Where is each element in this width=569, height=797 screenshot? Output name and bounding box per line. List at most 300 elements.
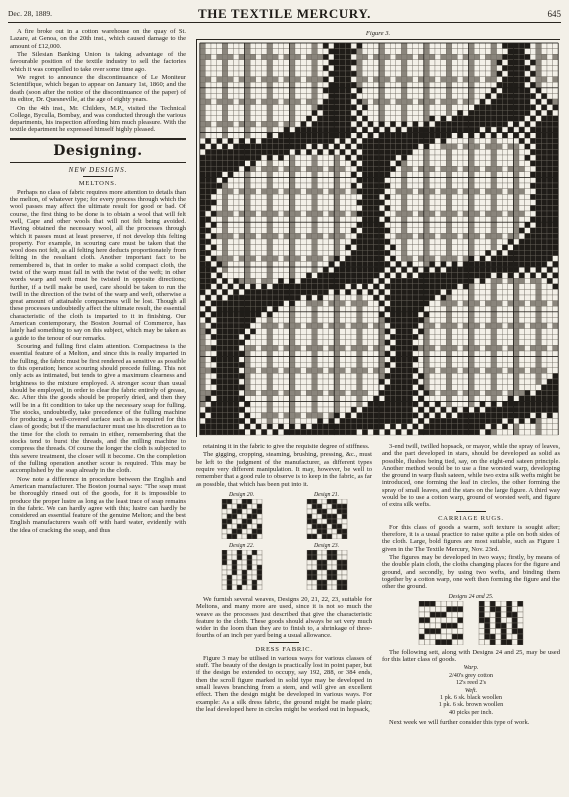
pattern-cell <box>250 93 256 99</box>
weave-cell <box>441 612 447 618</box>
pattern-cell <box>441 362 447 368</box>
pattern-cell <box>239 351 245 357</box>
pattern-cell <box>323 54 329 60</box>
pattern-cell <box>323 379 329 385</box>
pattern-cell <box>463 261 469 267</box>
weave-cell <box>447 639 453 645</box>
pattern-cell <box>200 340 206 346</box>
pattern-cell <box>379 396 385 402</box>
pattern-cell <box>368 401 374 407</box>
pattern-cell <box>222 161 228 167</box>
pattern-cell <box>267 295 273 301</box>
weave-cell <box>332 499 337 504</box>
pattern-cell <box>362 407 368 413</box>
pattern-cell <box>553 155 559 161</box>
pattern-cell <box>508 82 514 88</box>
pattern-cell <box>413 329 419 335</box>
pattern-cell <box>351 110 357 116</box>
pattern-cell <box>491 54 497 60</box>
pattern-cell <box>513 183 519 189</box>
pattern-cell <box>228 239 234 245</box>
pattern-cell <box>295 133 301 139</box>
pattern-cell <box>424 228 430 234</box>
pattern-cell <box>345 312 351 318</box>
pattern-cell <box>553 256 559 262</box>
pattern-cell <box>519 413 525 419</box>
pattern-cell <box>323 245 329 251</box>
pattern-cell <box>295 43 301 49</box>
pattern-cell <box>200 245 206 251</box>
pattern-cell <box>536 357 542 363</box>
pattern-cell <box>340 239 346 245</box>
pattern-cell <box>256 166 262 172</box>
pattern-cell <box>222 228 228 234</box>
pattern-cell <box>301 368 307 374</box>
pattern-cell <box>317 429 323 435</box>
pattern-cell <box>536 312 542 318</box>
pattern-cell <box>541 144 547 150</box>
pattern-cell <box>536 54 542 60</box>
pattern-cell <box>547 217 553 223</box>
pattern-cell <box>301 418 307 424</box>
pattern-cell <box>267 60 273 66</box>
pattern-cell <box>205 317 211 323</box>
pattern-cell <box>351 340 357 346</box>
weave-cell <box>496 639 502 645</box>
pattern-cell <box>536 362 542 368</box>
weave-cell <box>490 634 496 640</box>
pattern-cell <box>351 379 357 385</box>
pattern-cell <box>497 211 503 217</box>
pattern-cell <box>323 424 329 430</box>
pattern-cell <box>301 301 307 307</box>
pattern-cell <box>211 362 217 368</box>
pattern-cell <box>480 368 486 374</box>
pattern-cell <box>217 172 223 178</box>
pattern-cell <box>457 233 463 239</box>
pattern-cell <box>525 261 531 267</box>
pattern-cell <box>390 155 396 161</box>
pattern-cell <box>474 138 480 144</box>
pattern-cell <box>357 71 363 77</box>
pattern-cell <box>525 385 531 391</box>
pattern-cell <box>553 329 559 335</box>
pattern-cell <box>385 424 391 430</box>
pattern-cell <box>317 149 323 155</box>
weave-cell <box>307 534 312 539</box>
pattern-cell <box>508 407 514 413</box>
pattern-cell <box>205 77 211 83</box>
pattern-cell <box>323 155 329 161</box>
pattern-cell <box>329 82 335 88</box>
pattern-cell <box>469 138 475 144</box>
pattern-cell <box>256 317 262 323</box>
pattern-cell <box>463 379 469 385</box>
weave-cell <box>257 524 262 529</box>
pattern-cell <box>205 82 211 88</box>
pattern-cell <box>334 250 340 256</box>
pattern-cell <box>267 261 273 267</box>
pattern-cell <box>441 88 447 94</box>
weave-cell <box>342 575 347 580</box>
pattern-cell <box>334 429 340 435</box>
pattern-cell <box>418 396 424 402</box>
pattern-cell <box>502 121 508 127</box>
pattern-cell <box>250 60 256 66</box>
pattern-cell <box>491 418 497 424</box>
pattern-cell <box>396 278 402 284</box>
pattern-cell <box>256 133 262 139</box>
pattern-cell <box>211 93 217 99</box>
pattern-cell <box>351 177 357 183</box>
pattern-cell <box>205 189 211 195</box>
pattern-cell <box>463 401 469 407</box>
pattern-cell <box>329 65 335 71</box>
pattern-cell <box>519 373 525 379</box>
pattern-cell <box>317 362 323 368</box>
pattern-cell <box>536 116 542 122</box>
pattern-cell <box>441 172 447 178</box>
pattern-cell <box>502 43 508 49</box>
weave-cell <box>337 570 342 575</box>
pattern-cell <box>396 273 402 279</box>
pattern-cell <box>390 172 396 178</box>
pattern-cell <box>446 278 452 284</box>
weave-cell <box>257 534 262 539</box>
pattern-cell <box>267 424 273 430</box>
pattern-cell <box>312 65 318 71</box>
pattern-cell <box>474 245 480 251</box>
pattern-cell <box>541 357 547 363</box>
pattern-cell <box>205 43 211 49</box>
weave-cell <box>242 565 247 570</box>
pattern-cell <box>407 278 413 284</box>
pattern-cell <box>329 166 335 172</box>
pattern-cell <box>485 77 491 83</box>
pattern-cell <box>452 88 458 94</box>
pattern-cell <box>508 345 514 351</box>
pattern-cell <box>525 373 531 379</box>
pattern-cell <box>284 401 290 407</box>
pattern-cell <box>317 407 323 413</box>
pattern-cell <box>301 138 307 144</box>
pattern-cell <box>536 396 542 402</box>
pattern-cell <box>401 166 407 172</box>
pattern-cell <box>491 368 497 374</box>
pattern-cell <box>396 368 402 374</box>
pattern-cell <box>362 256 368 262</box>
issue-date: Dec. 28, 1889. <box>8 9 52 18</box>
pattern-cell <box>256 194 262 200</box>
pattern-cell <box>345 205 351 211</box>
pattern-cell <box>306 217 312 223</box>
weave-cell <box>222 585 227 590</box>
pattern-cell <box>547 138 553 144</box>
pattern-cell <box>323 138 329 144</box>
pattern-cell <box>368 183 374 189</box>
pattern-cell <box>513 379 519 385</box>
pattern-cell <box>289 278 295 284</box>
pattern-cell <box>329 267 335 273</box>
pattern-cell <box>267 256 273 262</box>
pattern-cell <box>329 116 335 122</box>
pattern-cell <box>245 54 251 60</box>
pattern-cell <box>435 127 441 133</box>
pattern-cell <box>329 133 335 139</box>
pattern-cell <box>474 183 480 189</box>
pattern-cell <box>362 351 368 357</box>
pattern-cell <box>519 149 525 155</box>
pattern-cell <box>317 105 323 111</box>
pattern-cell <box>497 329 503 335</box>
weave-cell <box>485 612 491 618</box>
pattern-cell <box>289 138 295 144</box>
pattern-cell <box>289 413 295 419</box>
pattern-cell <box>373 49 379 55</box>
pattern-cell <box>553 373 559 379</box>
pattern-cell <box>452 273 458 279</box>
pattern-cell <box>345 362 351 368</box>
pattern-cell <box>452 194 458 200</box>
pattern-cell <box>429 261 435 267</box>
pattern-cell <box>541 183 547 189</box>
pattern-cell <box>351 99 357 105</box>
pattern-cell <box>452 256 458 262</box>
pattern-cell <box>429 357 435 363</box>
pattern-cell <box>301 345 307 351</box>
pattern-cell <box>289 133 295 139</box>
pattern-cell <box>435 373 441 379</box>
pattern-cell <box>385 161 391 167</box>
pattern-cell <box>513 144 519 150</box>
pattern-cell <box>536 345 542 351</box>
pattern-cell <box>306 278 312 284</box>
pattern-cell <box>373 362 379 368</box>
pattern-cell <box>357 88 363 94</box>
pattern-cell <box>508 312 514 318</box>
pattern-cell <box>525 323 531 329</box>
pattern-cell <box>385 368 391 374</box>
pattern-cell <box>295 345 301 351</box>
pattern-cell <box>513 217 519 223</box>
pattern-cell <box>424 172 430 178</box>
pattern-cell <box>390 323 396 329</box>
pattern-cell <box>345 82 351 88</box>
pattern-cell <box>401 385 407 391</box>
pattern-cell <box>278 301 284 307</box>
pattern-cell <box>373 205 379 211</box>
pattern-cell <box>424 407 430 413</box>
pattern-cell <box>357 418 363 424</box>
pattern-cell <box>334 329 340 335</box>
pattern-cell <box>261 323 267 329</box>
pattern-cell <box>491 60 497 66</box>
pattern-cell <box>289 273 295 279</box>
pattern-cell <box>362 65 368 71</box>
pattern-cell <box>368 144 374 150</box>
pattern-cell <box>424 379 430 385</box>
pattern-cell <box>205 49 211 55</box>
pattern-cell <box>228 217 234 223</box>
pattern-cell <box>396 390 402 396</box>
pattern-cell <box>267 82 273 88</box>
pattern-cell <box>245 261 251 267</box>
pattern-cell <box>289 340 295 346</box>
pattern-cell <box>502 65 508 71</box>
pattern-cell <box>273 301 279 307</box>
pattern-cell <box>357 312 363 318</box>
pattern-cell <box>256 362 262 368</box>
pattern-cell <box>401 217 407 223</box>
pattern-cell <box>413 200 419 206</box>
pattern-cell <box>211 183 217 189</box>
pattern-cell <box>200 77 206 83</box>
pattern-cell <box>289 345 295 351</box>
pattern-cell <box>250 351 256 357</box>
pattern-cell <box>547 317 553 323</box>
pattern-cell <box>228 105 234 111</box>
pattern-cell <box>217 183 223 189</box>
pattern-cell <box>407 88 413 94</box>
weave-cell <box>332 565 337 570</box>
pattern-cell <box>441 306 447 312</box>
pattern-cell <box>233 261 239 267</box>
pattern-cell <box>508 278 514 284</box>
pattern-cell <box>429 413 435 419</box>
warp-heading: Warp. <box>463 664 479 672</box>
pattern-cell <box>446 200 452 206</box>
pattern-cell <box>435 278 441 284</box>
pattern-cell <box>228 161 234 167</box>
pattern-cell <box>508 222 514 228</box>
weave-cell <box>479 634 485 640</box>
pattern-cell <box>357 273 363 279</box>
pattern-cell <box>373 368 379 374</box>
pattern-cell <box>284 88 290 94</box>
pattern-cell <box>357 161 363 167</box>
pattern-cell <box>217 144 223 150</box>
pattern-cell <box>256 278 262 284</box>
pattern-cell <box>373 138 379 144</box>
pattern-cell <box>385 189 391 195</box>
pattern-cell <box>553 312 559 318</box>
weave-cell <box>257 519 262 524</box>
pattern-cell <box>345 424 351 430</box>
pattern-cell <box>452 390 458 396</box>
pattern-cell <box>233 88 239 94</box>
pattern-cell <box>401 284 407 290</box>
pattern-cell <box>385 200 391 206</box>
weave-cell <box>419 606 425 612</box>
pattern-cell <box>396 357 402 363</box>
pattern-cell <box>284 222 290 228</box>
pattern-cell <box>295 93 301 99</box>
pattern-cell <box>373 183 379 189</box>
pattern-cell <box>457 373 463 379</box>
pattern-cell <box>424 110 430 116</box>
pattern-cell <box>446 301 452 307</box>
pattern-cell <box>278 177 284 183</box>
pattern-cell <box>345 166 351 172</box>
pattern-cell <box>390 121 396 127</box>
pattern-cell <box>541 385 547 391</box>
pattern-cell <box>429 189 435 195</box>
weave-cell <box>342 509 347 514</box>
pattern-cell <box>441 256 447 262</box>
pattern-cell <box>497 256 503 262</box>
pattern-cell <box>452 373 458 379</box>
pattern-cell <box>390 284 396 290</box>
pattern-cell <box>261 407 267 413</box>
pattern-cell <box>407 161 413 167</box>
pattern-cell <box>329 250 335 256</box>
pattern-cell <box>373 284 379 290</box>
pattern-cell <box>357 239 363 245</box>
pattern-cell <box>390 413 396 419</box>
pattern-cell <box>457 401 463 407</box>
pattern-cell <box>513 334 519 340</box>
pattern-cell <box>261 306 267 312</box>
pattern-cell <box>233 424 239 430</box>
grid-block-line <box>289 43 290 435</box>
pattern-cell <box>541 88 547 94</box>
pattern-cell <box>368 217 374 223</box>
pattern-cell <box>463 189 469 195</box>
pattern-cell <box>357 390 363 396</box>
pattern-cell <box>317 65 323 71</box>
pattern-cell <box>357 407 363 413</box>
pattern-cell <box>368 273 374 279</box>
weave-cell <box>518 617 524 623</box>
pattern-cell <box>256 351 262 357</box>
weave-cell <box>252 499 257 504</box>
pattern-cell <box>284 149 290 155</box>
pattern-cell <box>491 407 497 413</box>
pattern-cell <box>457 429 463 435</box>
pattern-cell <box>508 189 514 195</box>
pattern-cell <box>317 127 323 133</box>
pattern-cell <box>491 424 497 430</box>
pattern-cell <box>245 379 251 385</box>
pattern-cell <box>407 239 413 245</box>
pattern-cell <box>390 256 396 262</box>
weave-cell <box>458 606 464 612</box>
pattern-cell <box>362 217 368 223</box>
pattern-cell <box>256 329 262 335</box>
pattern-cell <box>233 200 239 206</box>
pattern-cell <box>345 429 351 435</box>
pattern-cell <box>373 407 379 413</box>
pattern-cell <box>463 133 469 139</box>
weave-cell <box>337 575 342 580</box>
weft-line: 1 pk. 6 sk. brown woollen <box>438 701 504 709</box>
pattern-cell <box>502 60 508 66</box>
pattern-cell <box>379 217 385 223</box>
pattern-cell <box>273 239 279 245</box>
pattern-cell <box>357 323 363 329</box>
pattern-cell <box>390 133 396 139</box>
pattern-cell <box>334 323 340 329</box>
pattern-cell <box>401 138 407 144</box>
pattern-cell <box>373 373 379 379</box>
pattern-cell <box>245 407 251 413</box>
pattern-cell <box>200 54 206 60</box>
pattern-cell <box>446 54 452 60</box>
pattern-cell <box>228 183 234 189</box>
pattern-cell <box>233 194 239 200</box>
pattern-cell <box>239 312 245 318</box>
pattern-cell <box>345 418 351 424</box>
